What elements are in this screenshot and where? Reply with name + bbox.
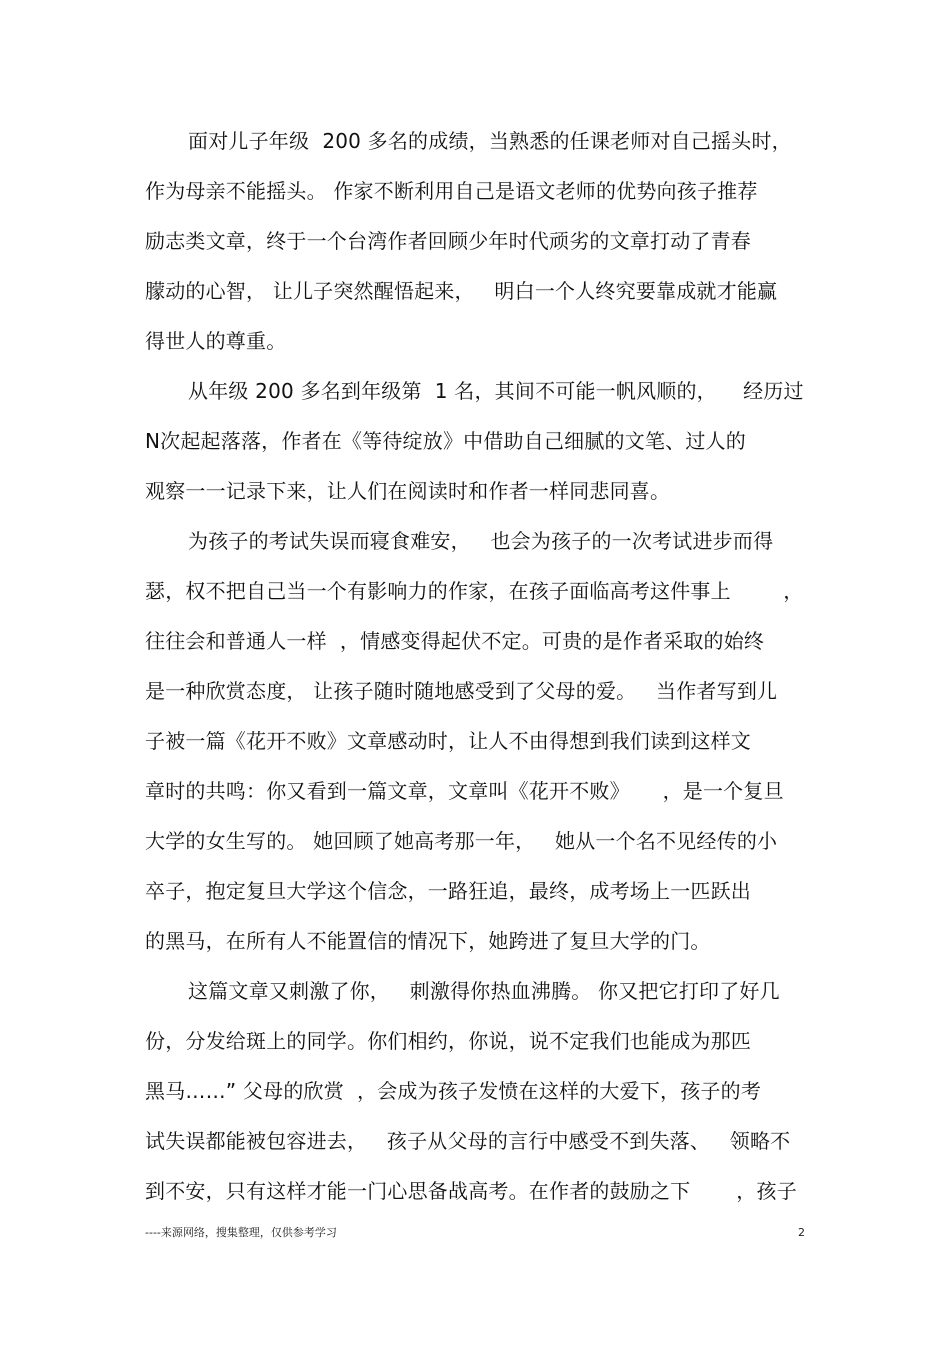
paragraph-4-line-5: 到不安，只有这样才能一门心思备战高考。在作者的鼓励之下 ，孩子 <box>145 1179 797 1203</box>
paragraph-2-line-1: 从年级 200 多名到年级第 1 名，其间不可能一帆风顺的， 经历过 <box>188 379 804 403</box>
paragraph-3-line-2: 瑟，权不把自己当一个有影响力的作家，在孩子面临高考这件事上 ， <box>145 579 804 603</box>
paragraph-4-line-3: 黑马……” 父母的欣赏 ，会成为孩子发愤在这样的大爱下，孩子的考 <box>145 1079 762 1103</box>
paragraph-3-line-1: 为孩子的考试失误而寝食难安， 也会为孩子的一次考试进步而得 <box>188 529 774 553</box>
paragraph-1-line-5: 得世人的尊重。 <box>145 329 287 353</box>
paragraph-3-line-7: 大学的女生写的。 她回顾了她高考那一年， 她从一个名不见经传的小 <box>145 829 778 853</box>
page-number: 2 <box>798 1226 805 1239</box>
paragraph-1-line-3: 励志类文章，终于一个台湾作者回顾少年时代顽劣的文章打动了青春 <box>145 229 751 253</box>
paragraph-3-line-8: 卒子，抱定复旦大学这个信念，一路狂追，最终，成考场上一匹跃出 <box>145 879 751 903</box>
paragraph-3-line-6: 章时的共鸣：你又看到一篇文章，文章叫《花开不败》 ，是一个复旦 <box>145 779 784 803</box>
footer-source-note: ----来源网络，搜集整理，仅供参考学习 <box>145 1226 337 1239</box>
paragraph-3-line-9: 的黑马，在所有人不能置信的情况下，她跨进了复旦大学的门。 <box>145 929 711 953</box>
paragraph-2-line-2: N次起起落落，作者在《等待绽放》中借助自己细腻的文笔、过人的 <box>145 429 746 453</box>
paragraph-3-line-4: 是一种欣赏态度， 让孩子随时随地感受到了父母的爱。 当作者写到儿 <box>145 679 778 703</box>
paragraph-1-line-2: 作为母亲不能摇头。 作家不断利用自己是语文老师的优势向孩子推荐 <box>145 179 758 203</box>
paragraph-4-line-4: 试失误都能被包容进去， 孩子从父母的言行中感受不到失落、 领略不 <box>145 1129 791 1153</box>
paragraph-1-line-4: 朦动的心智， 让儿子突然醒悟起来， 明白一个人终究要靠成就才能赢 <box>145 279 778 303</box>
paragraph-1-line-1: 面对儿子年级 200 多名的成绩，当熟悉的任课老师对自己摇头时， <box>188 129 792 153</box>
paragraph-3-line-5: 子被一篇《花开不败》文章感动时，让人不由得想到我们读到这样文 <box>145 729 751 753</box>
paragraph-2-line-3: 观察一一记录下来，让人们在阅读时和作者一样同悲同喜。 <box>145 479 671 503</box>
paragraph-3-line-3: 往往会和普通人一样 ，情感变得起伏不定。可贵的是作者采取的始终 <box>145 629 765 653</box>
paragraph-4-line-2: 份，分发给斑上的同学。你们相约，你说，说不定我们也能成为那匹 <box>145 1029 751 1053</box>
paragraph-4-line-1: 这篇文章又刺激了你， 刺激得你热血沸腾。 你又把它打印了好几 <box>188 979 780 1003</box>
